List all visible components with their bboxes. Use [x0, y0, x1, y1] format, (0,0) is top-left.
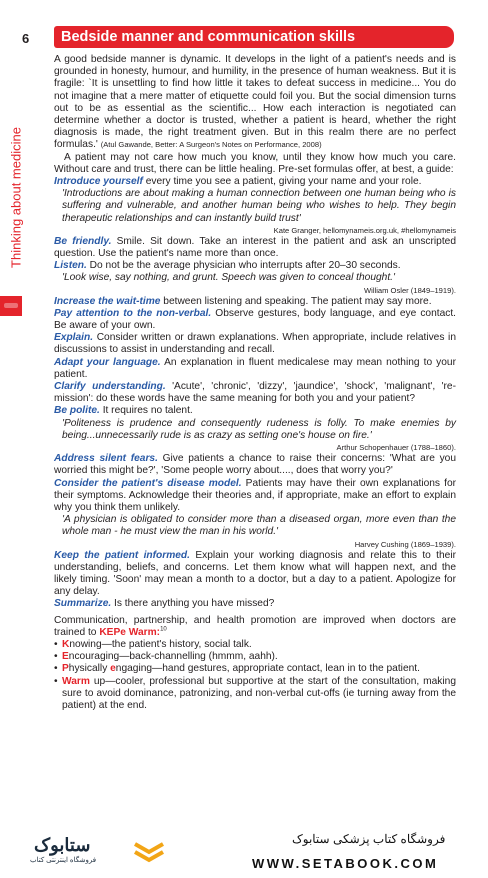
item-lead: Summarize.	[54, 598, 112, 610]
side-chapter-label: Thinking about medicine	[8, 127, 24, 268]
quote: 'Look wise, say nothing, and grunt. Speech was given to conceal thought.'	[62, 272, 395, 284]
list-item	[54, 676, 456, 713]
quote-attribution: Kate Granger, hellomynameis.org.uk, #hellomynameis	[273, 225, 456, 235]
item-clarify	[54, 381, 456, 405]
list-letter: Warm	[62, 675, 90, 687]
item-lead: Clarify understanding.	[54, 381, 166, 393]
item-lead: Explain.	[54, 332, 94, 344]
item-text: Patients may have their own explanations for their symptoms. Acknowledge their theories and, if appropriate, make an effort to explain why you think them unlikely.	[54, 477, 457, 513]
chevron-logo-icon	[132, 836, 166, 866]
item-text: It requires no talent.	[99, 405, 193, 417]
main-text	[54, 54, 456, 712]
item-lead: Be friendly.	[54, 235, 112, 247]
item-listen	[54, 260, 456, 272]
intro-paragraph	[54, 54, 456, 152]
list-item	[54, 651, 456, 663]
kepe-warm-list	[54, 639, 456, 712]
page-number: 6	[22, 31, 30, 46]
list-item	[54, 663, 456, 675]
item-text: 'Acute', 'chronic', 'dizzy', 'jaundice', 'shock', 'malignant', 're-mission': do these words have the same meaning for both you and your patient?	[54, 381, 456, 405]
quote: 'A physician is obligated to consider more than a diseased organ, more even than the whole man - he must view the man in his world.'	[62, 514, 456, 538]
item-summarize	[54, 598, 456, 610]
item-lead: Adapt your language.	[54, 356, 161, 368]
second-paragraph: A patient may not care how much you know, until they know how much you care. Without care and trust, there can be little healing. Pre-set formulas offer, at best, a guide:	[54, 151, 456, 175]
item-friendly	[54, 236, 456, 260]
item-model	[54, 478, 456, 515]
item-polite	[54, 405, 456, 417]
store-url-link[interactable]: WWW.SETABOOK.COM	[252, 856, 439, 871]
item-text: between listening and speaking. The patient may say more.	[160, 295, 432, 307]
item-lead: Keep the patient informed.	[54, 549, 190, 561]
kepe-warm-keyword: KEPe Warm:	[99, 626, 161, 638]
item-text: An explanation in fluent medicalese may mean nothing to your patient.	[54, 356, 456, 380]
item-text: Explain your working diagnosis and relate this to their understanding, beliefs, and concerns. Let them know what will happen next, and the likely timing. 'Soon' may mean a month to a doctor, but a day to a patient. Apologize for any delay.	[54, 549, 456, 598]
item-lead: Pay attention to the non-verbal.	[54, 307, 212, 319]
quote: 'Introductions are about making a human connection between one human being who is suffering and vulnerable, and another human being who wishes to help. They begin therapeutic relationships and can instantly build trust'	[62, 188, 456, 224]
list-letter: E	[62, 651, 69, 663]
item-text: Do not be the average physician who interrupts after 20–30 seconds.	[86, 260, 401, 272]
tab-icon	[4, 303, 18, 308]
item-language	[54, 357, 456, 381]
item-introduce	[54, 176, 456, 188]
list-letter: K	[62, 638, 70, 650]
item-text: Smile. Sit down. Take an interest in the patient and ask an unscripted question. Use the patient's name more than once.	[54, 235, 456, 260]
list-text: ncouraging—back-channelling (hmmm, aahh).	[68, 651, 278, 663]
item-lead: Increase the wait-time	[54, 295, 161, 307]
section-title: Bedside manner and communication skills	[54, 26, 454, 48]
list-item	[54, 639, 456, 651]
reference-number: 10	[160, 626, 167, 633]
item-wait	[54, 296, 456, 308]
list-letter: e	[110, 663, 116, 675]
list-text: nowing—the patient's history, social talk.	[69, 638, 252, 650]
quote-attribution: Harvey Cushing (1869–1939).	[354, 539, 456, 549]
list-text: hysically	[68, 663, 111, 675]
list-letter: P	[62, 663, 69, 675]
side-rail	[3, 118, 29, 288]
item-lead: Introduce yourself	[54, 176, 143, 188]
item-text: Give patients a chance to raise their concerns: 'What are you worried this might be?', 'Some people worry about...., does that worry you?'	[54, 453, 456, 477]
list-text: ngaging—hand gestures, appropriate contact, lean in to the patient.	[115, 663, 420, 675]
logo-subtitle: فروشگاه اینترنتی کتاب	[30, 857, 97, 864]
item-explain	[54, 332, 456, 356]
item-lead: Address silent fears.	[54, 453, 158, 465]
item-lead: Consider the patient's disease model.	[54, 477, 242, 489]
logo-text: ستابوک	[34, 835, 91, 855]
item-lead: Be polite.	[54, 405, 100, 417]
closing-text: Communication, partnership, and health promotion are improved when doctors are trained to	[54, 614, 456, 638]
item-text: Consider written or drawn explanations. When appropriate, include relatives in discussions to assist in understanding and recall.	[54, 332, 456, 356]
quote-attribution: Arthur Schopenhauer (1788–1860).	[336, 443, 456, 453]
item-text: every time you see a patient, giving your name and your role.	[142, 176, 422, 188]
item-text: Observe gestures, body language, and eye contact. Be aware of your own.	[54, 307, 456, 332]
item-nonverbal	[54, 308, 456, 332]
intro-text: A good bedside manner is dynamic. It develops in the light of a patient's needs and is grounded in honesty, humour, and humility, in the presence of human weakness. But it is fragile: `It is unsettling to find how little it takes to defeat success in medicine... You do not imagine that a mere matter of etiquette could foil you. But the social dimension turns out to be as essential as the scientific... How each interaction is negotiated can determine whether a doctor is trusted, whether a patient is heard, whether the right diagnosis is made, the right treatment given. But in this realm there are no perfect formulas.'	[54, 54, 456, 151]
quote-attribution: William Osler (1849–1919).	[363, 285, 456, 295]
closing-paragraph	[54, 615, 456, 639]
item-fears	[54, 453, 456, 477]
item-informed	[54, 550, 456, 599]
intro-source: (Atul Gawande, Better: A Surgeon's Notes on Performance, 2008)	[100, 140, 322, 150]
quote: 'Politeness is prudence and consequently rudeness is folly. To make enemies by being...unnecessarily rude is as crazy as setting one's house on fire.'	[62, 417, 456, 441]
store-name: فروشگاه کتاب پزشکی ستابوک	[292, 832, 446, 846]
chapter-tab-marker	[0, 296, 22, 316]
list-text: up—cooler, professional but supportive at the start of the consultation, making sure to avoid dominance, patronizing, and non-verbal cut-offs (ie turning away from the patient) at the end.	[62, 675, 456, 711]
item-lead: Listen.	[54, 260, 87, 272]
item-text: Is there anything you have missed?	[111, 598, 275, 610]
